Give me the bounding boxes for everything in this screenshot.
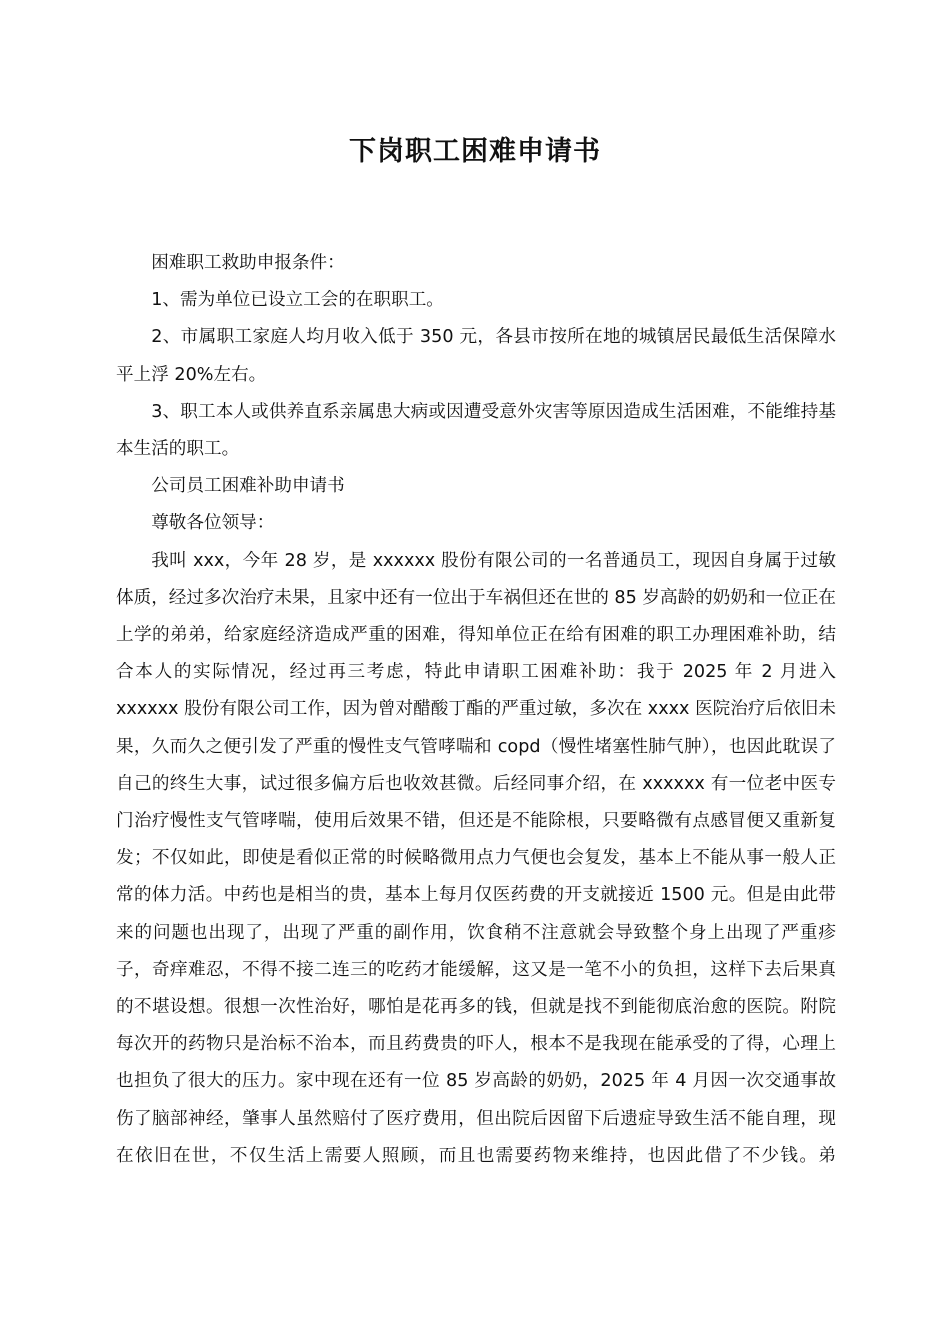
paragraph-application-body: 我叫 xxx，今年 28 岁，是 xxxxxx 股份有限公司的一名普通员工，现因自身属于过敏体质，经过多次治疗未果，且家中还有一位出于车祸但还在世的 85 岁高龄的奶奶和一位正在上学的弟弟，给家庭经济造成严重的困难，得知单位正在给有困难的职工办理困难补助，结合本人的实际情况，经过再三考虑，特此申请职工困难补助：我于 2025 年 2 月进入 xxxxxx 股份有限公司工作，因为曾对醋酸丁酯的严重过敏，多次在 xxxx 医院治疗后依旧未果，久而久之便引发了严重的慢性支气管哮喘和 copd（慢性堵塞性肺气肿），也因此耽误了自己的终生大事，试过很多偏方后也收效甚微。后经同事介绍，在 xxxxxx 有一位老中医专门治疗慢性支气管哮喘，使用后效果不错，但还是不能除根，只要略微有点感冒便又重新复发；不仅如此，即使是看似正常的时候略微用点力气便也会复发，基本上不能从事一般人正常的体力活。中药也是相当的贵，基本上每月仅医药费的开支就接近 1500 元。但是由此带来的问题也出现了，出现了严重的副作用，饮食稍不注意就会导致整个身上出现了严重疹子，奇痒难忍，不得不接二连三的吃药才能缓解，这又是一笔不小的负担，这样下去后果真的不堪设想。很想一次性治好，哪怕是花再多的钱，但就是找不到能彻底治愈的医院。附院每次开的药物只是治标不治本，而且药费贵的吓人，根本不是我现在能承受的了得，心理上也担负了很大的压力。家中现在还有一位 85 岁高龄的奶奶，2025 年 4 月因一次交通事故伤了脑部神经，肇事人虽然赔付了医疗费用，但出院后因留下后遗症导致生活不能自理，现在依旧在世，不仅生活上需要人照顾，而且也需要药物来维持，也因此借了不少钱。弟 xyxy=(116,550,836,1166)
paragraph-condition-2: 2、市属职工家庭人均月收入低于 350 元，各县市按所在地的城镇居民最低生活保障水平上浮 20%左右。 xyxy=(116,327,836,385)
document-body xyxy=(116,245,836,1175)
paragraph-salutation: 尊敬各位领导： xyxy=(151,513,275,534)
paragraph-condition-3: 3、职工本人或供养直系亲属患大病或因遭受意外灾害等原因造成生活困难，不能维持基本生活的职工。 xyxy=(116,401,836,460)
paragraph-conditions-heading: 困难职工救助申报条件： xyxy=(151,253,345,273)
paragraph-application-title: 公司员工困难补助申请书 xyxy=(151,476,345,497)
document-title: 下岗职工困难申请书 xyxy=(349,136,601,167)
paragraph-condition-1: 1、需为单位已设立工会的在职职工。 xyxy=(151,290,444,311)
